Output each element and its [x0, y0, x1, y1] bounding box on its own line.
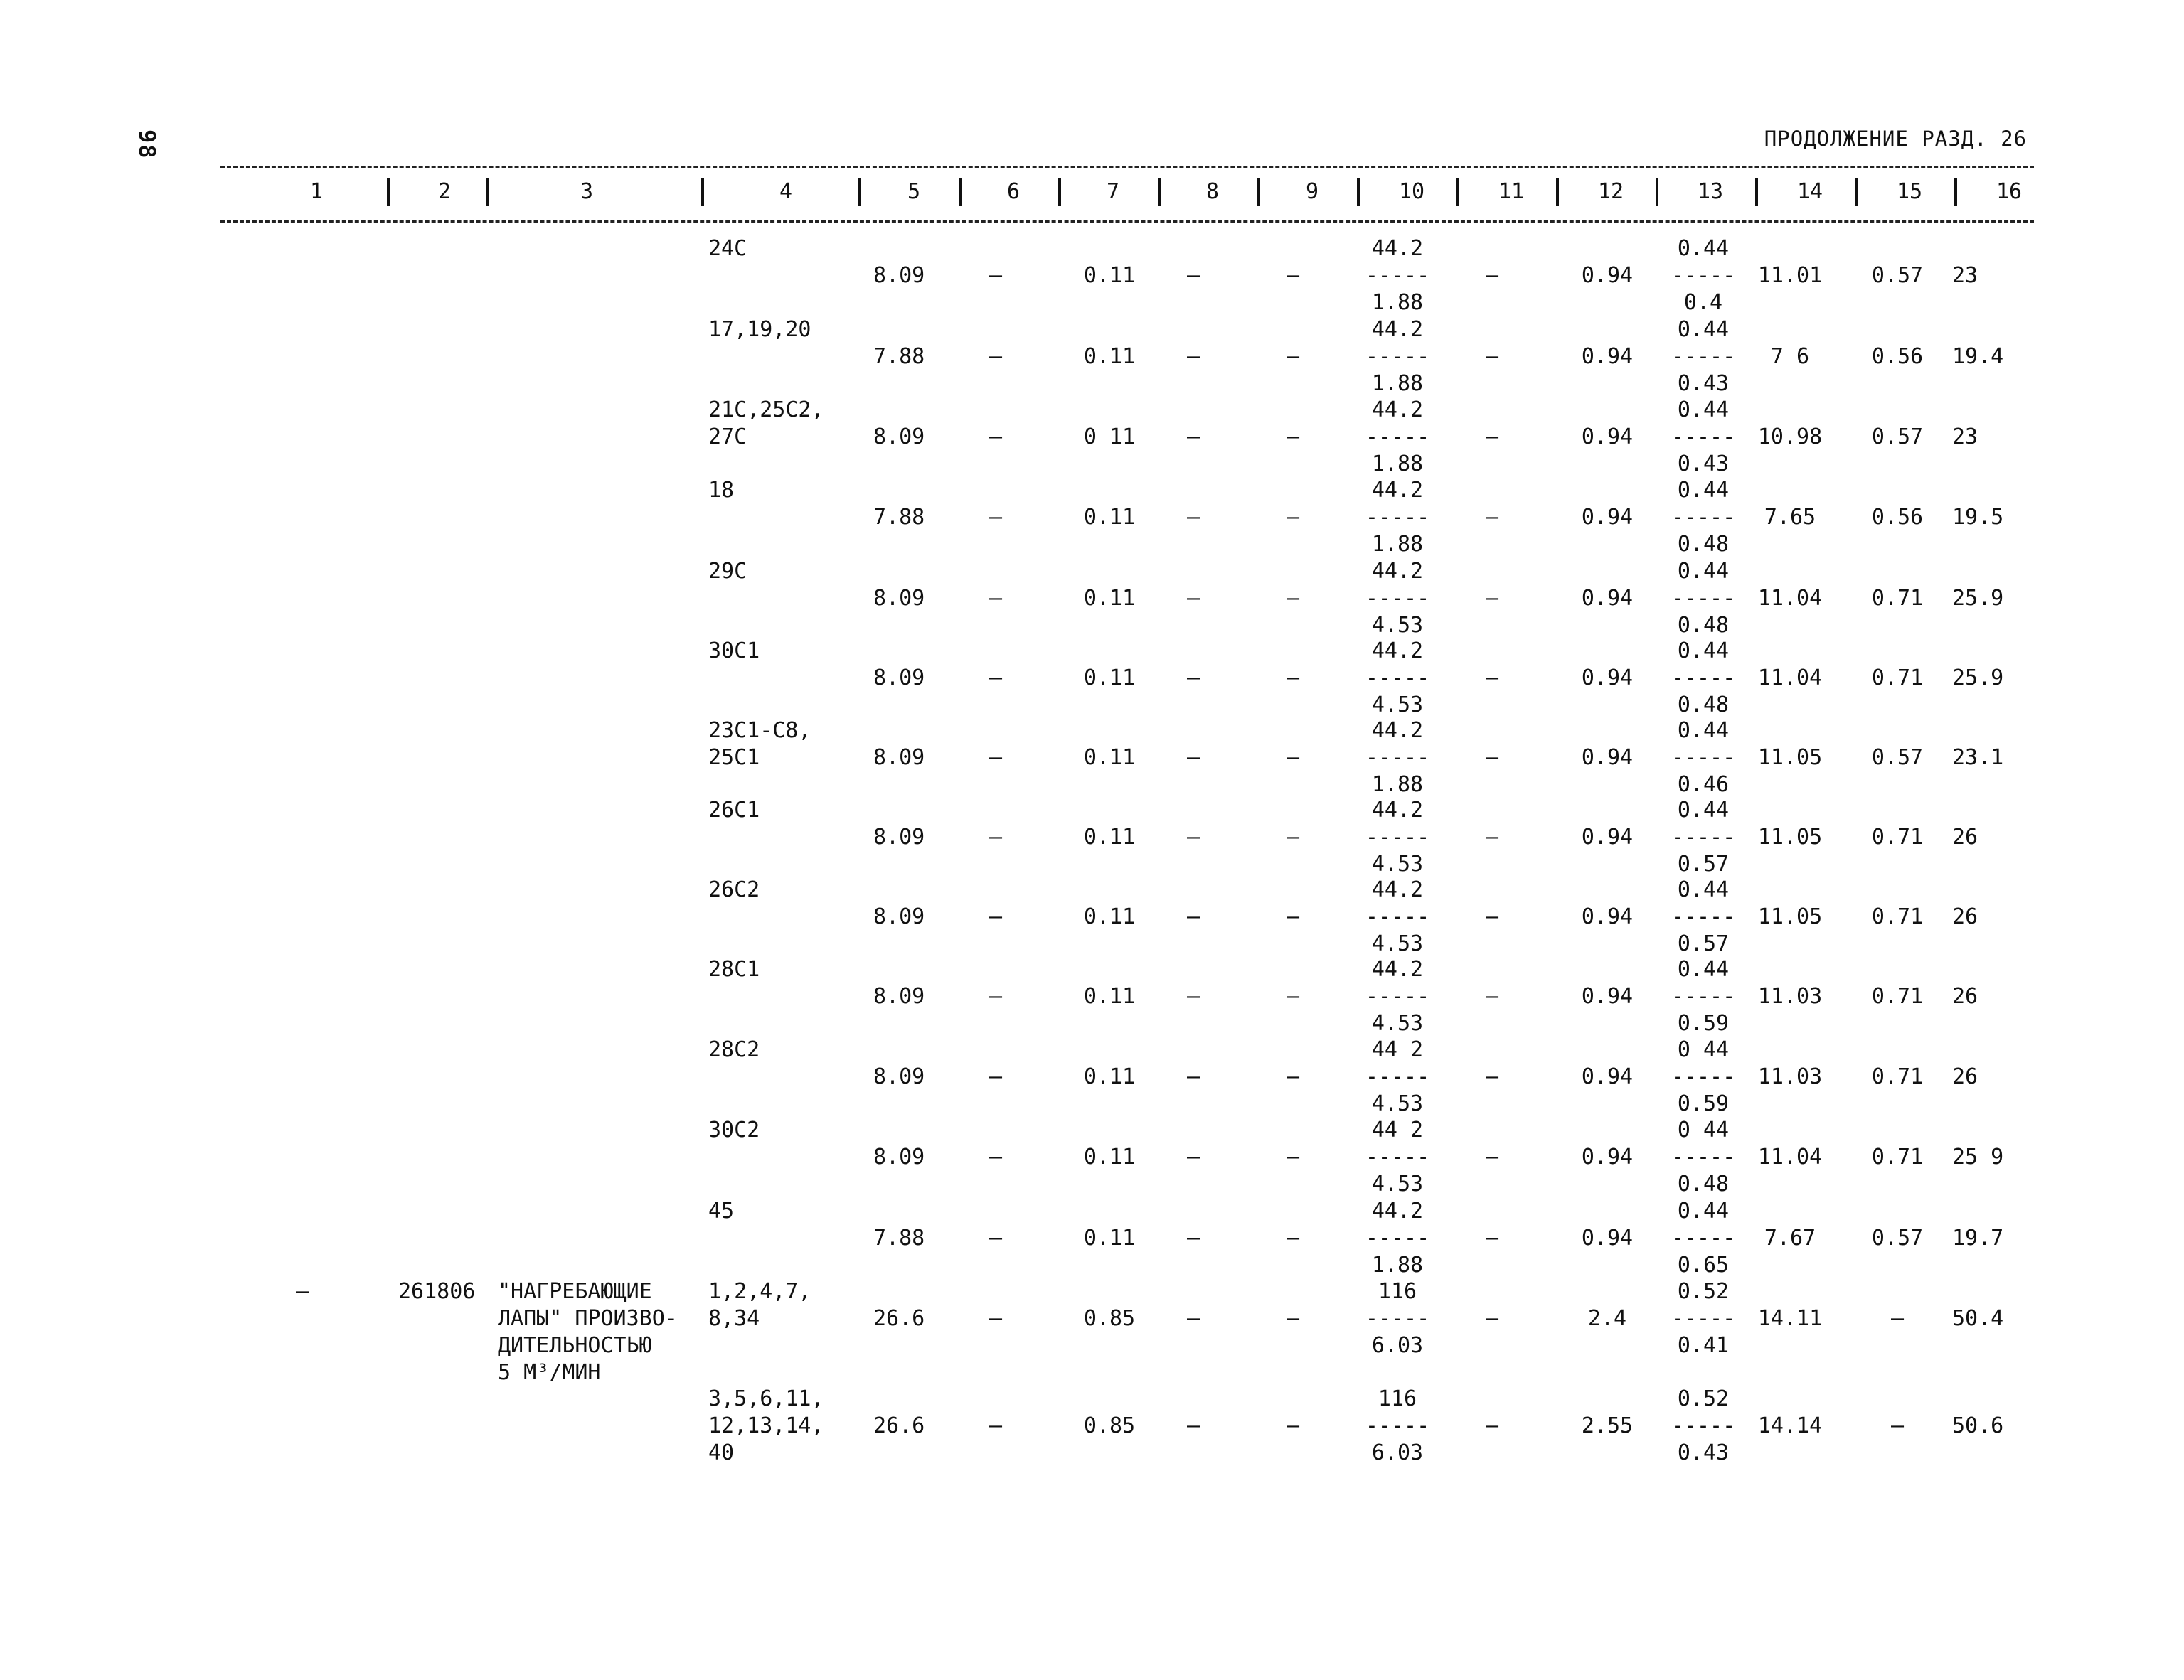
cell-col-4: 23C1-C8,	[708, 718, 811, 743]
cell-col-8: –	[1186, 984, 1200, 1009]
cell-col-13-fraction-bar: -----	[1671, 904, 1736, 929]
cell-col-6: –	[989, 1226, 1003, 1251]
cell-col-10-fraction-bar: -----	[1365, 825, 1430, 850]
cell-col-10-fraction-bar: -----	[1365, 745, 1430, 770]
cell-col-13-numerator: 0.44	[1677, 478, 1730, 503]
cell-col-8: –	[1186, 263, 1200, 288]
cell-col-3: ЛАПЫ" ПРОИЗВО-	[498, 1306, 678, 1331]
col-header-7: 7	[1106, 179, 1120, 204]
cell-col-5: 8.09	[873, 1145, 925, 1170]
cell-col-10-denominator: 4.53	[1371, 692, 1424, 717]
cell-col-8: –	[1186, 1145, 1200, 1170]
cell-col-12: 0.94	[1581, 984, 1634, 1009]
cell-col-10-denominator: 1.88	[1371, 451, 1424, 476]
cell-col-15: 0.71	[1871, 825, 1924, 850]
cell-col-10-fraction-bar: -----	[1365, 1064, 1430, 1089]
cell-col-12: 0.94	[1581, 263, 1634, 288]
cell-col-5: 7.88	[873, 344, 925, 369]
cell-col-16: 23.1	[1952, 745, 2004, 770]
cell-col-13-denominator: 0.48	[1677, 532, 1730, 557]
cell-col-10-denominator: 4.53	[1371, 931, 1424, 956]
cell-col-7: 0.11	[1083, 825, 1136, 850]
cell-col-7: 0.11	[1083, 904, 1136, 929]
cell-col-6: –	[989, 904, 1003, 929]
cell-col-13-denominator: 0.48	[1677, 613, 1730, 638]
cell-col-12: 0.94	[1581, 825, 1634, 850]
cell-col-10-numerator: 44.2	[1371, 236, 1424, 261]
cell-col-4: 30C1	[708, 638, 760, 663]
cell-col-10-denominator: 4.53	[1371, 1091, 1424, 1116]
col-header-14: 14	[1796, 179, 1823, 204]
cell-col-7: 0.11	[1083, 1064, 1136, 1089]
cell-col-13-denominator: 0.43	[1677, 371, 1730, 396]
cell-col-7: 0.11	[1083, 263, 1136, 288]
cell-col-5: 8.09	[873, 665, 925, 690]
col-header-10: 10	[1398, 179, 1425, 204]
cell-col-5: 8.09	[873, 586, 925, 611]
cell-col-9: –	[1286, 904, 1300, 929]
cell-col-13-numerator: 0.52	[1677, 1279, 1730, 1304]
cell-col-13-denominator: 0.57	[1677, 852, 1730, 877]
cell-col-7: 0.85	[1083, 1413, 1136, 1438]
col-header-1: 1	[309, 179, 324, 204]
cell-col-7: 0.11	[1083, 984, 1136, 1009]
cell-col-13-fraction-bar: -----	[1671, 1306, 1736, 1331]
cell-col-4: 28C1	[708, 957, 760, 982]
cell-col-10-fraction-bar: -----	[1365, 1145, 1430, 1170]
cell-col-13-fraction-bar: -----	[1671, 1064, 1736, 1089]
cell-col-5: 8.09	[873, 904, 925, 929]
cell-col-11: –	[1485, 665, 1499, 690]
cell-col-13-fraction-bar: -----	[1671, 424, 1736, 449]
cell-col-13-fraction-bar: -----	[1671, 665, 1736, 690]
cell-col-9: –	[1286, 1226, 1300, 1251]
cell-col-3: "НАГРЕБАЮЩИЕ	[498, 1279, 652, 1304]
cell-col-4: 26C1	[708, 798, 760, 823]
cell-col-10-numerator: 116	[1378, 1386, 1417, 1411]
cell-col-13-numerator: 0.44	[1677, 957, 1730, 982]
cell-col-8: –	[1186, 904, 1200, 929]
cell-col-10-numerator: 44 2	[1371, 1037, 1424, 1062]
cell-col-4: 25C1	[708, 745, 760, 770]
cell-col-14: 10.98	[1757, 424, 1823, 449]
cell-col-15: –	[1890, 1413, 1905, 1438]
table-row	[0, 397, 2184, 478]
cell-col-13-numerator: 0.44	[1677, 236, 1730, 261]
cell-col-5: 8.09	[873, 745, 925, 770]
cell-col-10-denominator: 1.88	[1371, 371, 1424, 396]
cell-col-10-fraction-bar: -----	[1365, 344, 1430, 369]
cell-col-11: –	[1485, 745, 1499, 770]
cell-col-16: 23	[1952, 263, 1978, 288]
cell-col-13-fraction-bar: -----	[1671, 1226, 1736, 1251]
section-heading: ПРОДОЛЖЕНИЕ РАЗД. 26	[1764, 127, 2027, 151]
cell-col-13-denominator: 0.48	[1677, 1172, 1730, 1197]
cell-col-12: 2.4	[1587, 1306, 1627, 1331]
cell-col-5: 7.88	[873, 505, 925, 530]
cell-col-13-numerator: 0.44	[1677, 638, 1730, 663]
cell-col-13-denominator: 0.4	[1683, 290, 1723, 315]
cell-col-7: 0.11	[1083, 586, 1136, 611]
cell-col-10-numerator: 44.2	[1371, 877, 1424, 902]
cell-col-11: –	[1485, 1413, 1499, 1438]
cell-col-13-denominator: 0.41	[1677, 1333, 1730, 1358]
col-header-11: 11	[1498, 179, 1525, 204]
cell-col-10-fraction-bar: -----	[1365, 984, 1430, 1009]
cell-col-4: 30C2	[708, 1118, 760, 1143]
col-header-4: 4	[779, 179, 793, 204]
cell-col-13-numerator: 0.44	[1677, 397, 1730, 422]
cell-col-6: –	[989, 1413, 1003, 1438]
cell-col-14: 14.11	[1757, 1306, 1823, 1331]
col-header-13: 13	[1697, 179, 1724, 204]
cell-col-9: –	[1286, 505, 1300, 530]
cell-col-13-fraction-bar: -----	[1671, 745, 1736, 770]
cell-col-4: 3,5,6,11,	[708, 1386, 824, 1411]
cell-col-14: 11.04	[1757, 1145, 1823, 1170]
cell-col-10-fraction-bar: -----	[1365, 1306, 1430, 1331]
cell-col-9: –	[1286, 984, 1300, 1009]
cell-col-11: –	[1485, 263, 1499, 288]
cell-col-13-numerator: 0 44	[1677, 1037, 1730, 1062]
cell-col-15: –	[1890, 1306, 1905, 1331]
cell-col-10-fraction-bar: -----	[1365, 665, 1430, 690]
cell-col-14: 7 6	[1770, 344, 1810, 369]
cell-col-6: –	[989, 1064, 1003, 1089]
cell-col-12: 0.94	[1581, 424, 1634, 449]
cell-col-16: 50.6	[1952, 1413, 2004, 1438]
col-header-3: 3	[580, 179, 594, 204]
cell-col-3: ДИТЕЛЬНОСТЬЮ	[498, 1333, 652, 1358]
cell-col-8: –	[1186, 825, 1200, 850]
cell-col-13-numerator: 0.44	[1677, 877, 1730, 902]
cell-col-15: 0.56	[1871, 344, 1924, 369]
cell-col-15: 0.57	[1871, 1226, 1924, 1251]
cell-col-12: 0.94	[1581, 1064, 1634, 1089]
cell-col-9: –	[1286, 586, 1300, 611]
cell-col-10-denominator: 6.03	[1371, 1440, 1424, 1465]
table-row	[0, 638, 2184, 719]
cell-col-8: –	[1186, 745, 1200, 770]
cell-col-6: –	[989, 424, 1003, 449]
cell-col-8: –	[1186, 424, 1200, 449]
cell-col-7: 0.11	[1083, 1226, 1136, 1251]
cell-col-11: –	[1485, 1145, 1499, 1170]
cell-col-10-fraction-bar: -----	[1365, 263, 1430, 288]
cell-col-13-numerator: 0.44	[1677, 1199, 1730, 1224]
cell-col-13-fraction-bar: -----	[1671, 586, 1736, 611]
page-number: 98	[134, 129, 161, 160]
cell-col-4: 1,2,4,7,	[708, 1279, 811, 1304]
cell-col-2: 261806	[398, 1279, 476, 1304]
cell-col-10-numerator: 44.2	[1371, 718, 1424, 743]
cell-col-4: 26C2	[708, 877, 760, 902]
cell-col-6: –	[989, 825, 1003, 850]
cell-col-16: 26	[1952, 825, 1978, 850]
cell-col-16: 19.4	[1952, 344, 2004, 369]
cell-col-8: –	[1186, 1413, 1200, 1438]
cell-col-9: –	[1286, 1413, 1300, 1438]
cell-col-16: 25.9	[1952, 586, 2004, 611]
col-header-5: 5	[907, 179, 921, 204]
cell-col-10-denominator: 1.88	[1371, 290, 1424, 315]
cell-col-10-denominator: 6.03	[1371, 1333, 1424, 1358]
cell-col-14: 11.03	[1757, 1064, 1823, 1089]
cell-col-10-fraction-bar: -----	[1365, 505, 1430, 530]
cell-col-16: 26	[1952, 984, 1978, 1009]
cell-col-13-fraction-bar: -----	[1671, 1145, 1736, 1170]
table-row	[0, 1279, 2184, 1385]
cell-col-12: 0.94	[1581, 1145, 1634, 1170]
table-row	[0, 1199, 2184, 1280]
cell-col-10-fraction-bar: -----	[1365, 1413, 1430, 1438]
cell-col-3: 5 М³/МИН	[498, 1360, 601, 1385]
table-row	[0, 236, 2184, 317]
cell-col-15: 0.57	[1871, 745, 1924, 770]
cell-col-5: 8.09	[873, 984, 925, 1009]
cell-col-4: 21C,25C2,	[708, 397, 824, 422]
cell-col-7: 0.11	[1083, 344, 1136, 369]
cell-col-11: –	[1485, 904, 1499, 929]
cell-col-9: –	[1286, 1064, 1300, 1089]
cell-col-4: 8,34	[708, 1306, 760, 1331]
cell-col-10-fraction-bar: -----	[1365, 586, 1430, 611]
cell-col-16: 19.5	[1952, 505, 2004, 530]
cell-col-16: 26	[1952, 904, 1978, 929]
col-header-8: 8	[1205, 179, 1220, 204]
cell-col-6: –	[989, 505, 1003, 530]
cell-col-10-numerator: 44.2	[1371, 397, 1424, 422]
cell-col-11: –	[1485, 984, 1499, 1009]
cell-col-10-numerator: 44.2	[1371, 478, 1424, 503]
cell-col-14: 14.14	[1757, 1413, 1823, 1438]
cell-col-10-denominator: 1.88	[1371, 772, 1424, 797]
cell-col-10-fraction-bar: -----	[1365, 1226, 1430, 1251]
table-row	[0, 1118, 2184, 1199]
cell-col-10-numerator: 44.2	[1371, 1199, 1424, 1224]
cell-col-13-denominator: 0.48	[1677, 692, 1730, 717]
cell-col-10-numerator: 116	[1378, 1279, 1417, 1304]
cell-col-16: 50.4	[1952, 1306, 2004, 1331]
cell-col-8: –	[1186, 1064, 1200, 1089]
cell-col-7: 0.11	[1083, 745, 1136, 770]
cell-col-11: –	[1485, 344, 1499, 369]
table-row	[0, 478, 2184, 559]
cell-col-11: –	[1485, 1306, 1499, 1331]
cell-col-13-fraction-bar: -----	[1671, 825, 1736, 850]
cell-col-14: 7.65	[1764, 505, 1816, 530]
cell-col-15: 0.57	[1871, 263, 1924, 288]
cell-col-13-numerator: 0.44	[1677, 718, 1730, 743]
col-header-6: 6	[1006, 179, 1021, 204]
cell-col-13-denominator: 0.57	[1677, 931, 1730, 956]
table-row	[0, 877, 2184, 958]
cell-col-4: 45	[708, 1199, 735, 1224]
cell-col-14: 7.67	[1764, 1226, 1816, 1251]
cell-col-12: 2.55	[1581, 1413, 1634, 1438]
col-header-2: 2	[437, 179, 452, 204]
cell-col-16: 25 9	[1952, 1145, 2004, 1170]
cell-col-14: 11.05	[1757, 825, 1823, 850]
cell-col-10-numerator: 44.2	[1371, 798, 1424, 823]
cell-col-15: 0.57	[1871, 424, 1924, 449]
cell-col-4: 12,13,14,	[708, 1413, 824, 1438]
cell-col-12: 0.94	[1581, 904, 1634, 929]
cell-col-14: 11.04	[1757, 665, 1823, 690]
cell-col-13-denominator: 0.46	[1677, 772, 1730, 797]
cell-col-7: 0.11	[1083, 1145, 1136, 1170]
cell-col-9: –	[1286, 745, 1300, 770]
cell-col-5: 7.88	[873, 1226, 925, 1251]
table-row	[0, 957, 2184, 1038]
cell-col-14: 11.04	[1757, 586, 1823, 611]
cell-col-10-numerator: 44.2	[1371, 559, 1424, 584]
cell-col-10-denominator: 4.53	[1371, 613, 1424, 638]
cell-col-13-numerator: 0.44	[1677, 559, 1730, 584]
cell-col-5: 26.6	[873, 1413, 925, 1438]
cell-col-4: 29C	[708, 559, 747, 584]
cell-col-4: 40	[708, 1440, 735, 1465]
cell-col-15: 0.56	[1871, 505, 1924, 530]
cell-col-6: –	[989, 263, 1003, 288]
cell-col-8: –	[1186, 505, 1200, 530]
cell-col-12: 0.94	[1581, 344, 1634, 369]
cell-col-9: –	[1286, 344, 1300, 369]
cell-col-13-fraction-bar: -----	[1671, 263, 1736, 288]
cell-col-11: –	[1485, 586, 1499, 611]
cell-col-7: 0.11	[1083, 505, 1136, 530]
cell-col-11: –	[1485, 1064, 1499, 1089]
cell-col-13-denominator: 0.43	[1677, 451, 1730, 476]
cell-col-6: –	[989, 1306, 1003, 1331]
cell-col-15: 0.71	[1871, 586, 1924, 611]
cell-col-16: 23	[1952, 424, 1978, 449]
cell-col-13-denominator: 0.43	[1677, 1440, 1730, 1465]
table-row	[0, 798, 2184, 879]
cell-col-6: –	[989, 745, 1003, 770]
cell-col-11: –	[1485, 1226, 1499, 1251]
cell-col-5: 8.09	[873, 424, 925, 449]
cell-col-9: –	[1286, 1306, 1300, 1331]
table-row	[0, 718, 2184, 799]
cell-col-7: 0 11	[1083, 424, 1136, 449]
cell-col-8: –	[1186, 1306, 1200, 1331]
cell-col-7: 0.11	[1083, 665, 1136, 690]
table-row	[0, 1386, 2184, 1467]
cell-col-13-numerator: 0.52	[1677, 1386, 1730, 1411]
cell-col-16: 26	[1952, 1064, 1978, 1089]
cell-col-4: 18	[708, 478, 735, 503]
cell-col-6: –	[989, 344, 1003, 369]
cell-col-10-fraction-bar: -----	[1365, 424, 1430, 449]
cell-col-15: 0.71	[1871, 1064, 1924, 1089]
cell-col-13-denominator: 0.65	[1677, 1253, 1730, 1278]
cell-col-11: –	[1485, 825, 1499, 850]
cell-col-10-numerator: 44.2	[1371, 317, 1424, 342]
cell-col-9: –	[1286, 825, 1300, 850]
cell-col-12: 0.94	[1581, 1226, 1634, 1251]
cell-col-15: 0.71	[1871, 984, 1924, 1009]
cell-col-4: 28C2	[708, 1037, 760, 1062]
cell-col-16: 25.9	[1952, 665, 2004, 690]
cell-col-14: 11.05	[1757, 904, 1823, 929]
cell-col-13-fraction-bar: -----	[1671, 505, 1736, 530]
cell-col-12: 0.94	[1581, 505, 1634, 530]
cell-col-13-numerator: 0 44	[1677, 1118, 1730, 1143]
cell-col-8: –	[1186, 586, 1200, 611]
cell-col-10-denominator: 1.88	[1371, 1253, 1424, 1278]
cell-col-4: 24C	[708, 236, 747, 261]
col-header-12: 12	[1597, 179, 1624, 204]
cell-col-13-numerator: 0.44	[1677, 317, 1730, 342]
cell-col-10-fraction-bar: -----	[1365, 904, 1430, 929]
cell-col-4: 27C	[708, 424, 747, 449]
cell-col-14: 11.01	[1757, 263, 1823, 288]
cell-col-9: –	[1286, 1145, 1300, 1170]
cell-col-10-denominator: 4.53	[1371, 852, 1424, 877]
cell-col-9: –	[1286, 665, 1300, 690]
cell-col-16: 19.7	[1952, 1226, 2004, 1251]
cell-col-13-denominator: 0.59	[1677, 1011, 1730, 1036]
cell-col-12: 0.94	[1581, 745, 1634, 770]
cell-col-4: 17,19,20	[708, 317, 811, 342]
cell-col-10-numerator: 44.2	[1371, 638, 1424, 663]
cell-col-8: –	[1186, 1226, 1200, 1251]
cell-col-5: 8.09	[873, 263, 925, 288]
cell-col-12: 0.94	[1581, 586, 1634, 611]
cell-col-6: –	[989, 1145, 1003, 1170]
cell-col-10-numerator: 44.2	[1371, 957, 1424, 982]
cell-col-6: –	[989, 586, 1003, 611]
cell-col-13-fraction-bar: -----	[1671, 984, 1736, 1009]
cell-col-5: 26.6	[873, 1306, 925, 1331]
cell-col-11: –	[1485, 505, 1499, 530]
cell-col-8: –	[1186, 344, 1200, 369]
cell-col-14: 11.03	[1757, 984, 1823, 1009]
cell-col-13-fraction-bar: -----	[1671, 344, 1736, 369]
cell-col-10-denominator: 4.53	[1371, 1011, 1424, 1036]
cell-col-10-denominator: 4.53	[1371, 1172, 1424, 1197]
cell-col-9: –	[1286, 424, 1300, 449]
cell-col-6: –	[989, 665, 1003, 690]
cell-col-15: 0.71	[1871, 665, 1924, 690]
cell-col-13-fraction-bar: -----	[1671, 1413, 1736, 1438]
cell-col-8: –	[1186, 665, 1200, 690]
cell-col-7: 0.85	[1083, 1306, 1136, 1331]
cell-col-1: –	[295, 1279, 309, 1304]
table-row	[0, 559, 2184, 640]
cell-col-14: 11.05	[1757, 745, 1823, 770]
col-header-15: 15	[1896, 179, 1923, 204]
cell-col-10-denominator: 1.88	[1371, 532, 1424, 557]
col-header-16: 16	[1996, 179, 2023, 204]
cell-col-13-numerator: 0.44	[1677, 798, 1730, 823]
cell-col-13-denominator: 0.59	[1677, 1091, 1730, 1116]
cell-col-5: 8.09	[873, 825, 925, 850]
table-row	[0, 1037, 2184, 1118]
cell-col-10-numerator: 44 2	[1371, 1118, 1424, 1143]
col-header-9: 9	[1305, 179, 1319, 204]
cell-col-15: 0.71	[1871, 904, 1924, 929]
cell-col-15: 0.71	[1871, 1145, 1924, 1170]
cell-col-12: 0.94	[1581, 665, 1634, 690]
table-row	[0, 317, 2184, 398]
cell-col-6: –	[989, 984, 1003, 1009]
cell-col-5: 8.09	[873, 1064, 925, 1089]
cell-col-9: –	[1286, 263, 1300, 288]
cell-col-11: –	[1485, 424, 1499, 449]
